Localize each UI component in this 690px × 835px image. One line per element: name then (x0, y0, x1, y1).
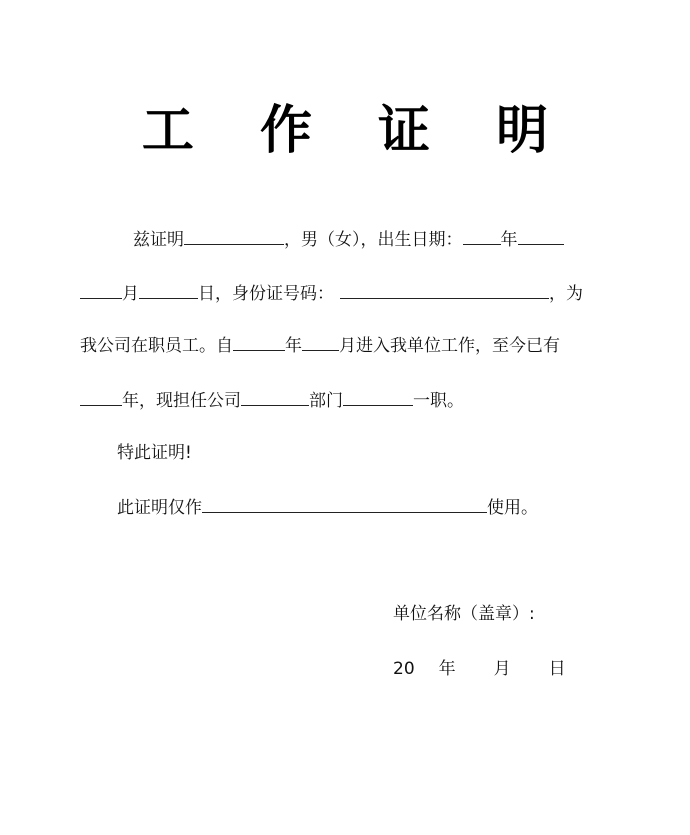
text: 兹证明 (133, 230, 184, 250)
department-blank[interactable] (241, 389, 309, 406)
text: 年 (285, 336, 302, 356)
usage-blank[interactable] (202, 496, 487, 513)
birth-day-blank[interactable] (139, 282, 198, 299)
text: 年 (438, 659, 456, 679)
signature-date (393, 658, 566, 680)
start-year-blank[interactable] (233, 334, 285, 351)
document-title: 工 作 证 明 (141, 101, 573, 161)
body-line-2 (80, 282, 583, 305)
body-line-3 (80, 334, 560, 357)
birth-year-blank[interactable] (463, 228, 501, 245)
name-blank[interactable] (184, 228, 284, 245)
body-line-4 (80, 389, 464, 412)
year-prefix: 20 (393, 659, 415, 679)
unit-name-seal: 单位名称（盖章）: (393, 604, 535, 624)
text: 使用。 (487, 498, 538, 518)
birth-month-blank-cont[interactable] (80, 282, 122, 299)
text: 日，身份证号码： (198, 284, 334, 304)
text: 年，现担任公司 (122, 391, 241, 411)
text: 月 (122, 284, 139, 304)
text: 此证明仅作 (117, 498, 202, 518)
years-blank[interactable] (80, 389, 122, 406)
text: 年 (500, 230, 518, 250)
text: 我公司在职员工。自 (80, 336, 233, 356)
text: 日 (548, 659, 566, 679)
usage-line (117, 496, 538, 519)
text: 月进入我单位工作，至今已有 (339, 336, 560, 356)
text: ，为 (549, 284, 583, 304)
start-month-blank[interactable] (302, 334, 339, 351)
body-line-1 (133, 228, 564, 251)
id-number-blank[interactable] (340, 282, 549, 299)
special-certify: 特此证明! (117, 443, 192, 463)
position-blank[interactable] (343, 389, 413, 406)
birth-month-blank[interactable] (518, 228, 564, 245)
text: 一职。 (413, 391, 464, 411)
text: ，男（女），出生日期： (284, 230, 463, 250)
text: 部门 (309, 391, 343, 411)
text: 月 (493, 659, 511, 679)
